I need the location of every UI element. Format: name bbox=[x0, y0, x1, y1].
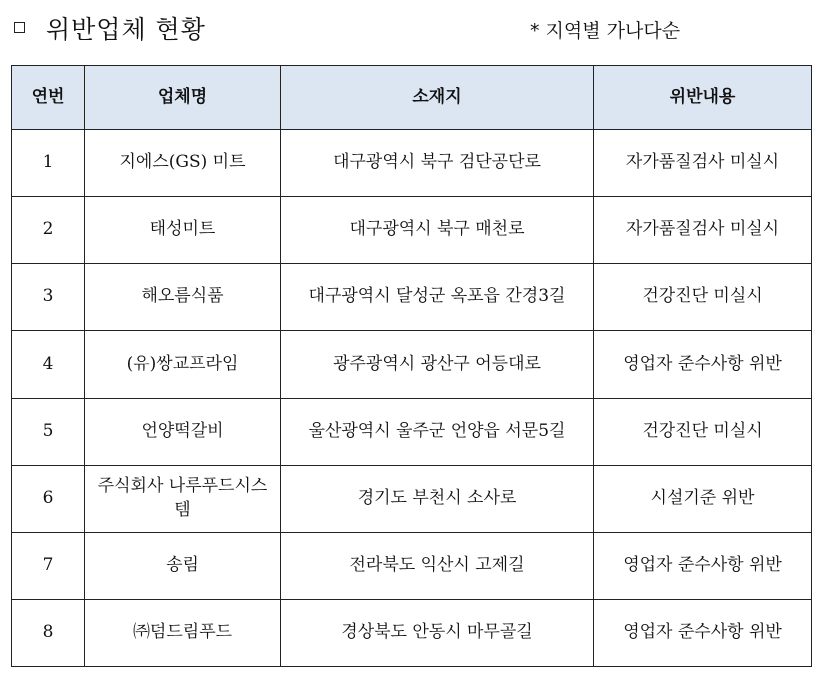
column-header-no: 연번 bbox=[12, 66, 85, 130]
table-row bbox=[12, 264, 812, 331]
company-address: 대구광역시 북구 매천로 bbox=[281, 197, 594, 264]
table-header-row bbox=[12, 66, 812, 130]
company-name: 해오름식품 bbox=[85, 264, 281, 331]
company-name: 지에스(GS) 미트 bbox=[85, 130, 281, 197]
company-name: 태성미트 bbox=[85, 197, 281, 264]
table-row bbox=[12, 197, 812, 264]
column-header-address: 소재지 bbox=[281, 66, 594, 130]
table-row bbox=[12, 599, 812, 666]
company-name: 주식회사 나루푸드시스템 bbox=[85, 465, 281, 532]
violation-content: 시설기준 위반 bbox=[594, 465, 812, 532]
sort-note: * 지역별 가나다순 bbox=[530, 20, 681, 42]
violation-content: 영업자 준수사항 위반 bbox=[594, 331, 812, 398]
violation-content: 자가품질검사 미실시 bbox=[594, 197, 812, 264]
company-address: 광주광역시 광산구 어등대로 bbox=[281, 331, 594, 398]
row-number: 8 bbox=[12, 599, 85, 666]
company-address: 전라북도 익산시 고제길 bbox=[281, 532, 594, 599]
violation-content: 건강진단 미실시 bbox=[594, 398, 812, 465]
violation-content: 건강진단 미실시 bbox=[594, 264, 812, 331]
column-header-violation: 위반내용 bbox=[594, 66, 812, 130]
company-address: 대구광역시 달성군 옥포읍 간경3길 bbox=[281, 264, 594, 331]
row-number: 4 bbox=[12, 331, 85, 398]
company-name: ㈜덤드림푸드 bbox=[85, 599, 281, 666]
column-header-name: 업체명 bbox=[85, 66, 281, 130]
company-name: (유)쌍교프라임 bbox=[85, 331, 281, 398]
row-number: 5 bbox=[12, 398, 85, 465]
violation-content: 영업자 준수사항 위반 bbox=[594, 599, 812, 666]
company-address: 대구광역시 북구 검단공단로 bbox=[281, 130, 594, 197]
page-title: 위반업체 현황 bbox=[46, 15, 206, 44]
table-row bbox=[12, 465, 812, 532]
violation-table bbox=[11, 65, 812, 667]
row-number: 1 bbox=[12, 130, 85, 197]
row-number: 2 bbox=[12, 197, 85, 264]
violation-content: 자가품질검사 미실시 bbox=[594, 130, 812, 197]
row-number: 6 bbox=[12, 465, 85, 532]
table-row bbox=[12, 398, 812, 465]
title-row bbox=[12, 8, 808, 48]
company-name: 언양떡갈비 bbox=[85, 398, 281, 465]
company-address: 울산광역시 울주군 언양읍 서문5길 bbox=[281, 398, 594, 465]
checkbox-square-icon bbox=[14, 22, 25, 33]
company-name: 송림 bbox=[85, 532, 281, 599]
company-address: 경기도 부천시 소사로 bbox=[281, 465, 594, 532]
violation-content: 영업자 준수사항 위반 bbox=[594, 532, 812, 599]
row-number: 7 bbox=[12, 532, 85, 599]
table-row bbox=[12, 532, 812, 599]
company-address: 경상북도 안동시 마무골길 bbox=[281, 599, 594, 666]
table-row bbox=[12, 331, 812, 398]
row-number: 3 bbox=[12, 264, 85, 331]
table-row bbox=[12, 130, 812, 197]
